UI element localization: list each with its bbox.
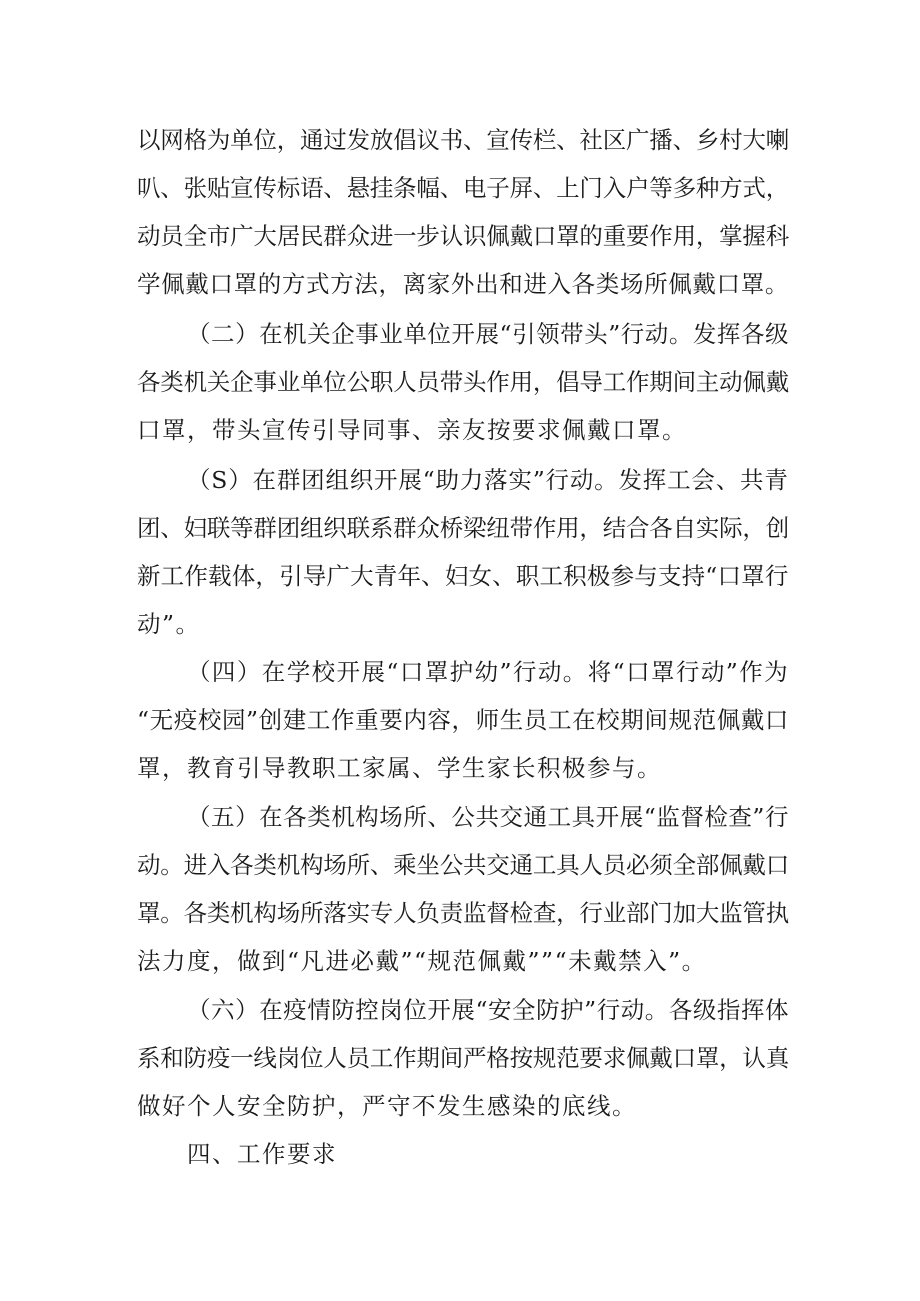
paragraph-item-3 (137, 456, 789, 648)
section-heading: 四、工作要求 (187, 1140, 337, 1168)
paragraph-item-2 (137, 310, 789, 454)
text-line: 新工作载体，引导广大青年、妇女、职工积极参与支持“口罩行 (137, 562, 789, 590)
text-line: 团、妇联等群团组织联系群众桥梁纽带作用，结合各自实际，创 (137, 514, 789, 542)
text-line: 叭、张贴宣传标语、悬挂条幅、电子屏、上门入户等多种方式， (137, 174, 789, 202)
text-line: 以网格为单位，通过发放倡议书、宣传栏、社区广播、乡村大喇 (137, 126, 789, 154)
paragraph-item-5 (137, 793, 789, 985)
text-line: 动”。 (137, 610, 201, 638)
text-line: 罩。各类机构场所落实专人负责监督检查，行业部门加大监管执 (137, 899, 789, 927)
text-line: 学佩戴口罩的方式方法，离家外出和进入各类场所佩戴口罩。 (137, 270, 789, 298)
paragraph-item-4 (137, 648, 789, 792)
text-line: 动。进入各类机构场所、乘坐公共交通工具人员必须全部佩戴口 (137, 851, 789, 879)
text-line: 罩，教育引导教职工家属、学生家长积极参与。 (137, 754, 662, 782)
text-line: 法力度，做到“凡进必戴”“规范佩戴””“未戴禁入”。 (137, 947, 707, 975)
text-line: 做好个人安全防护，严守不发生感染的底线。 (137, 1092, 637, 1120)
text-line: （二）在机关企事业单位开展“引领带头”行动。发挥各级 (187, 320, 790, 348)
text-line: （五）在各类机构场所、公共交通工具开展“监督检查”行 (187, 803, 790, 831)
text-line: 各类机关企事业单位公职人员带头作用，倡导工作期间主动佩戴 (137, 368, 789, 396)
paragraph-item-6 (137, 986, 789, 1130)
text-line: 口罩，带头宣传引导同事、亲友按要求佩戴口罩。 (137, 416, 687, 444)
text-line: 系和防疫一线岗位人员工作期间严格按规范要求佩戴口罩，认真 (137, 1044, 789, 1072)
text-line: （四）在学校开展“口罩护幼”行动。将“口罩行动”作为 (187, 658, 790, 686)
text-line: （六）在疫情防控岗位开展“安全防护”行动。各级指挥体 (187, 996, 790, 1024)
paragraph-intro (137, 116, 789, 308)
text-line: （S）在群团组织开展“助力落实”行动。发挥工会、共青 (187, 466, 789, 494)
text-line: “无疫校园”创建工作重要内容，师生员工在校期间规范佩戴口 (137, 706, 790, 734)
text-line: 动员全市广大居民群众进一步认识佩戴口罩的重要作用，掌握科 (137, 222, 789, 250)
